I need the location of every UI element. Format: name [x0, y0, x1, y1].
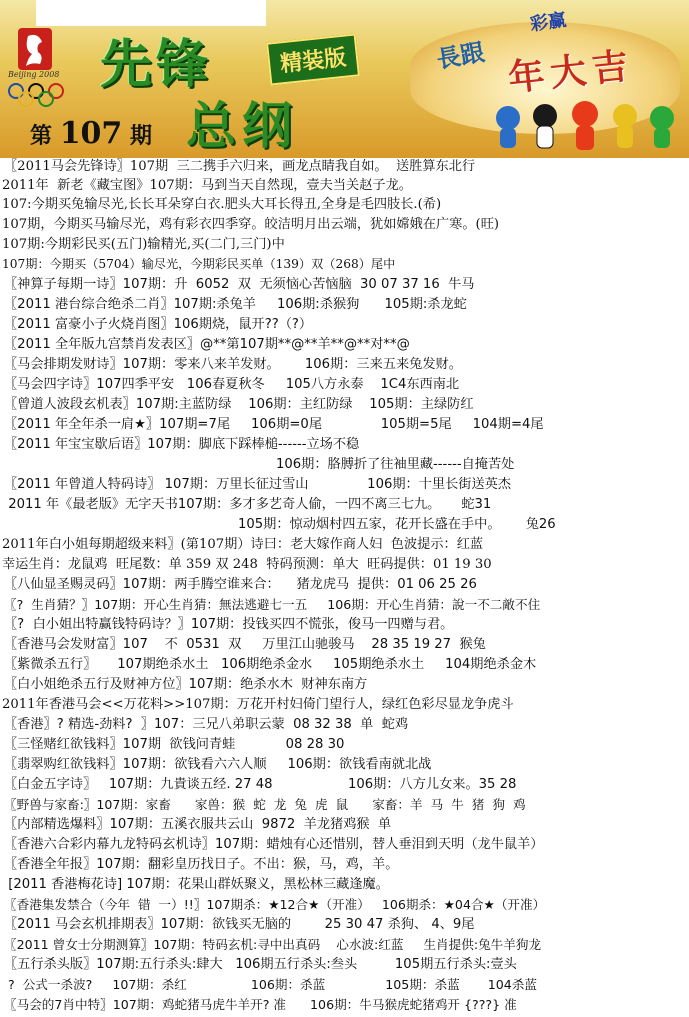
text-line: 幸运生肖：龙鼠鸡 旺尾数：单 359 双 248 特码预测：单大 旺码提供：01 19 30 [2, 557, 492, 572]
text-line: 2011 年《最老版》无字天书107期：多才多艺奇人偷，一四不离三七九。 蛇31 [4, 497, 492, 512]
slogan-right: 年大吉 [506, 44, 637, 100]
text-line: 105期：惊动烟村四五家，花开长盛在手中。 兔26 [238, 517, 556, 532]
text-line: 107期:今期彩民买(五门)输精光,买(二门,三门)中 [2, 237, 285, 252]
text-line: 〖2011 马会玄机排期表〗107期：欲钱买无脑的 25 30 47 杀狗、 4、9尾 [4, 917, 475, 932]
issue-prefix: 第 [30, 123, 53, 149]
text-line: 2011年香港马会<<万花料>>107期：万花开村妇倚门望行人，绿红色彩尽显龙争虎斗 [2, 697, 514, 712]
text-line: 〖野兽与家畜:〗107期：家畜 家兽：猴 蛇 龙 兔 虎 鼠 家畜：羊 马 牛 猪 狗 鸡 [4, 797, 526, 812]
text-line: 〖马会的7肖中特〗107期：鸡蛇猪马虎牛羊开? 准 106期：牛马猴虎蛇猪鸡开 {???} 准 [4, 997, 517, 1012]
text-line: 〖内部精选爆料〗107期：五溪衣服共云山 9872 羊龙猪鸡猴 单 [4, 817, 392, 832]
text-line: 107期，今期买马输尽光，鸡有彩衣四季穿。皎洁明月出云端，犹如嫦娥在广寒。(旺) [2, 217, 500, 232]
issue-number [30, 116, 152, 151]
text-line: 〖紫微杀五行〗 107期绝杀水土 106期绝杀金水 105期绝杀水土 104期绝杀金木 [4, 657, 537, 672]
text-line: 〖翡翠购红欲钱料〗107期：欲钱看六六人顺 106期：欲钱看南就北战 [4, 757, 432, 772]
text-line: 〖白小姐绝杀五行及财神方位〗107期：绝杀水木 财神东南方 [4, 677, 368, 692]
text-line: 〖2011 年曾道人特码诗〗 107期：万里长征过雪山 106期：十里长街送英杰 [4, 477, 512, 492]
text-line: [2011 香港梅花诗] 107期：花果山群妖聚义，黑松林三藏逢魔。 [4, 877, 389, 892]
text-line: 〖2011马会先锋诗〗107期 三二携手六归来，画龙点睛我自如。 送胜算东北行 [4, 159, 476, 174]
text-line: 〖香港〗? 精选-劲料? 〗107：三兄八弟职云蒙 08 32 38 单 蛇鸡 [4, 717, 409, 732]
text-line: 〖白金五字诗〗 107期：九貴谈五经. 27 48 106期：八方儿女来。35 28 [4, 777, 517, 792]
text-line: 〖2011 全年版九宫禁肖发表区〗@**第107期**@**羊**@**对**@ [4, 337, 410, 352]
issue-value: 107 [59, 116, 123, 151]
text-line: 〖2011 年宝宝歇后语〗107期：脚底下踩棒槌------立场不稳 [4, 437, 360, 452]
banner-title-part2: 总纲 [186, 96, 298, 155]
text-line: ? 公式一杀波? 107期：杀红 106期：杀蓝 105期：杀蓝 104杀蓝 [4, 977, 537, 992]
text-line: 107期：今期买（5704）输尽光，今期彩民买单（139）双（268）尾中 [2, 257, 396, 271]
text-line: 〖香港马会发财富〗107 不 0531 双 万里江山驰骏马 28 35 19 27 猴兔 [4, 637, 486, 652]
text-line: 〖八仙显圣赐灵码〗107期：两手腾空谁来合： 猪龙虎马 提供：01 06 25 26 [4, 577, 477, 592]
text-line: 〖香港集发禁合（今年 错 一）!!〗107期杀：★12合★（开准） 106期杀：★04合★（开准） [4, 897, 546, 912]
text-line: 106期：胳膊折了往袖里藏------自掩苦处 [276, 457, 515, 472]
olympic-caption: Beijing 2008 [8, 70, 60, 79]
banner-title-part1: 先锋 [100, 34, 213, 95]
text-line: 2011年 新老《藏宝图》107期：马到当天自然现，壹夫当关赵子龙。 [2, 178, 412, 193]
text-line: 〖2011 富豪小子火烧肖图〗106期烧，鼠开??（?） [4, 317, 313, 332]
text-line: 〖马会排期发财诗〗107期：零来八来羊发财。 106期：三来五来兔发财。 [4, 357, 462, 372]
text-line: 〖马会四字诗〗107四季平安 106春夏秋冬 105八方永泰 1C4东西南北 [4, 377, 460, 392]
text-line: 107:今期买兔输尽光,长长耳朵穿白衣.肥头大耳长得丑,全身是毛四肢长.(希) [2, 197, 442, 212]
olympic-rings-icon [6, 82, 66, 108]
edition-badge: 精装版 [266, 33, 360, 85]
text-line: 〖2011 年全年杀一肩★〗107期=7尾 106期=0尾 105期=5尾 104期=4尾 [4, 417, 544, 432]
text-line: 〖香港全年报〗107期：翻彩皇历找日子。不出：猴，马，鸡，羊。 [4, 857, 399, 872]
text-line: 〖曾道人波段玄机表〗107期:主蓝防绿 106期：主红防绿 105期：主绿防红 [4, 397, 474, 412]
slogan-tag: 彩赢 [528, 9, 568, 36]
text-line: 〖? 白小姐出特赢钱特码诗？〗107期：投钱买四不慌张，俊马一四赠与君。 [4, 617, 454, 632]
text-line: 〖五行杀头版〗107期:五行杀头:肆大 106期五行杀头:叁头 105期五行杀头:壹头 [4, 957, 517, 972]
issue-suffix: 期 [129, 123, 152, 149]
header-banner [0, 0, 689, 158]
mascots-icon [490, 98, 680, 156]
text-line: 〖三怪赌红欲钱料〗107期 欲钱问青蛙 08 28 30 [4, 737, 345, 752]
text-line: 〖2011 港台综合绝杀二肖〗107期:杀兔羊 106期:杀猴狗 105期:杀龙蛇 [4, 297, 467, 312]
text-line: 2011年白小姐每期超级来料〗(第107期）诗曰：老大嫁作商人妇 色波提示：红蓝 [2, 537, 484, 552]
slogan-left: 長跟 [434, 37, 487, 74]
text-line: 〖? 生肖猜？〗107期：开心生肖猜：無法逃避七一五 106期：开心生肖猜：說一不二敵不住 [4, 597, 541, 612]
text-line: 〖2011 曾女士分期测算〗107期：特码玄机:寻中出真码 心水波:红蓝 生肖提供:兔牛羊狗龙 [4, 937, 542, 952]
text-line: 〖香港六合彩内幕九龙特码玄机诗〗107期：蜡烛有心还惜别，替人垂泪到天明（龙牛鼠羊） [4, 837, 544, 852]
text-line: 〖神算子每期一诗〗107期：升 6052 双 无须恼心苦恼脑 30 07 37 16 牛马 [4, 277, 475, 292]
